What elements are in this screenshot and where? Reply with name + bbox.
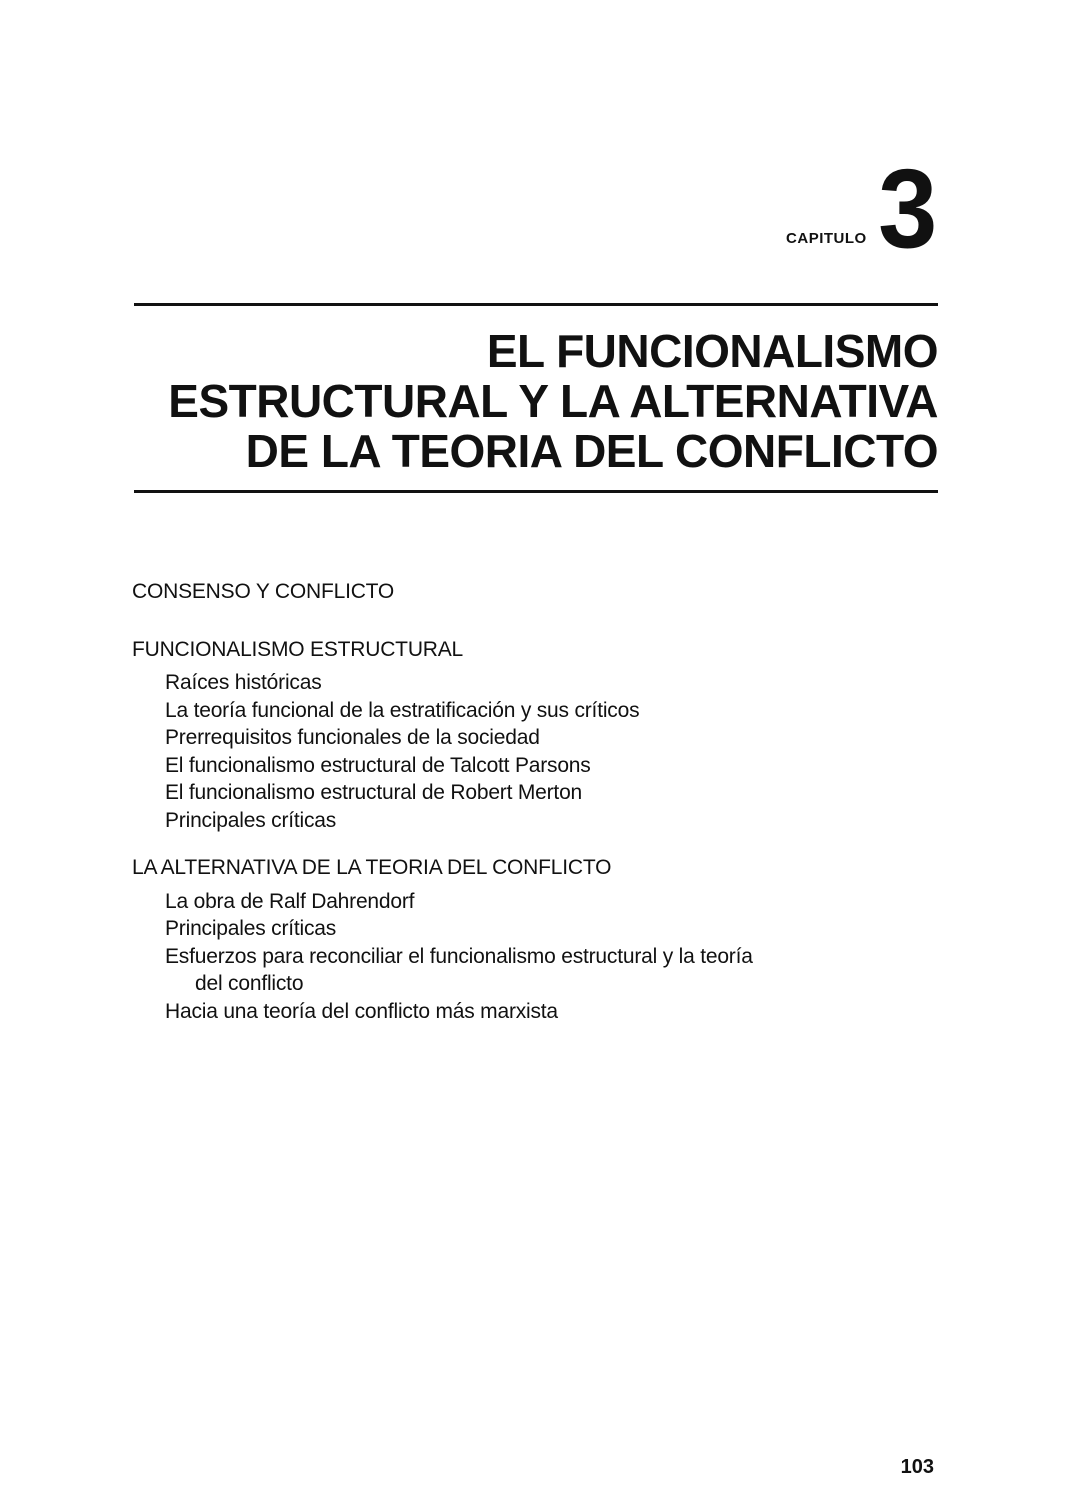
section-heading: LA ALTERNATIVA DE LA TEORIA DEL CONFLICTO xyxy=(132,856,612,879)
outline-section-teoria-conflicto xyxy=(132,854,753,1025)
title-rule-top xyxy=(134,303,938,306)
subsection-item: Principales críticas xyxy=(165,808,337,832)
title-line: ESTRUCTURAL Y LA ALTERNATIVA xyxy=(168,375,938,427)
chapter-heading xyxy=(786,146,937,271)
section-heading: CONSENSO Y CONFLICTO xyxy=(132,580,395,603)
subsection-item: El funcionalismo estructural de Talcott Parsons xyxy=(165,753,591,777)
subsection-text-continued: del conflicto xyxy=(195,972,304,995)
chapter-title xyxy=(168,326,938,476)
outline-section-consenso xyxy=(132,578,753,606)
title-line: EL FUNCIONALISMO xyxy=(486,325,938,377)
section-heading: FUNCIONALISMO ESTRUCTURAL xyxy=(132,637,464,661)
subsection-item: Hacia una teoría del conflicto más marxista xyxy=(165,999,558,1023)
subsection-item: Principales críticas xyxy=(165,917,337,940)
outline-section-funcionalismo xyxy=(132,636,753,835)
subsection-item: Prerrequisitos funcionales de la sociedad xyxy=(165,726,540,749)
chapter-number: 3 xyxy=(877,146,937,271)
chapter-outline xyxy=(132,578,753,1025)
subsection-text: Esfuerzos para reconciliar el funcionalismo estructural y la teoría xyxy=(165,944,753,968)
subsection-list xyxy=(132,669,753,834)
subsection-item: Raíces históricas xyxy=(165,671,322,694)
page-number: 103 xyxy=(900,1456,934,1478)
subsection-item: La obra de Ralf Dahrendorf xyxy=(165,889,415,913)
chapter-label: CAPITULO xyxy=(786,230,867,247)
title-rule-bottom xyxy=(134,490,938,493)
subsection-item: La teoría funcional de la estratificación y sus críticos xyxy=(165,698,640,722)
subsection-item xyxy=(165,943,753,998)
subsection-item: El funcionalismo estructural de Robert Merton xyxy=(165,781,583,804)
title-line: DE LA TEORIA DEL CONFLICTO xyxy=(245,425,938,477)
subsection-list xyxy=(132,888,753,1026)
